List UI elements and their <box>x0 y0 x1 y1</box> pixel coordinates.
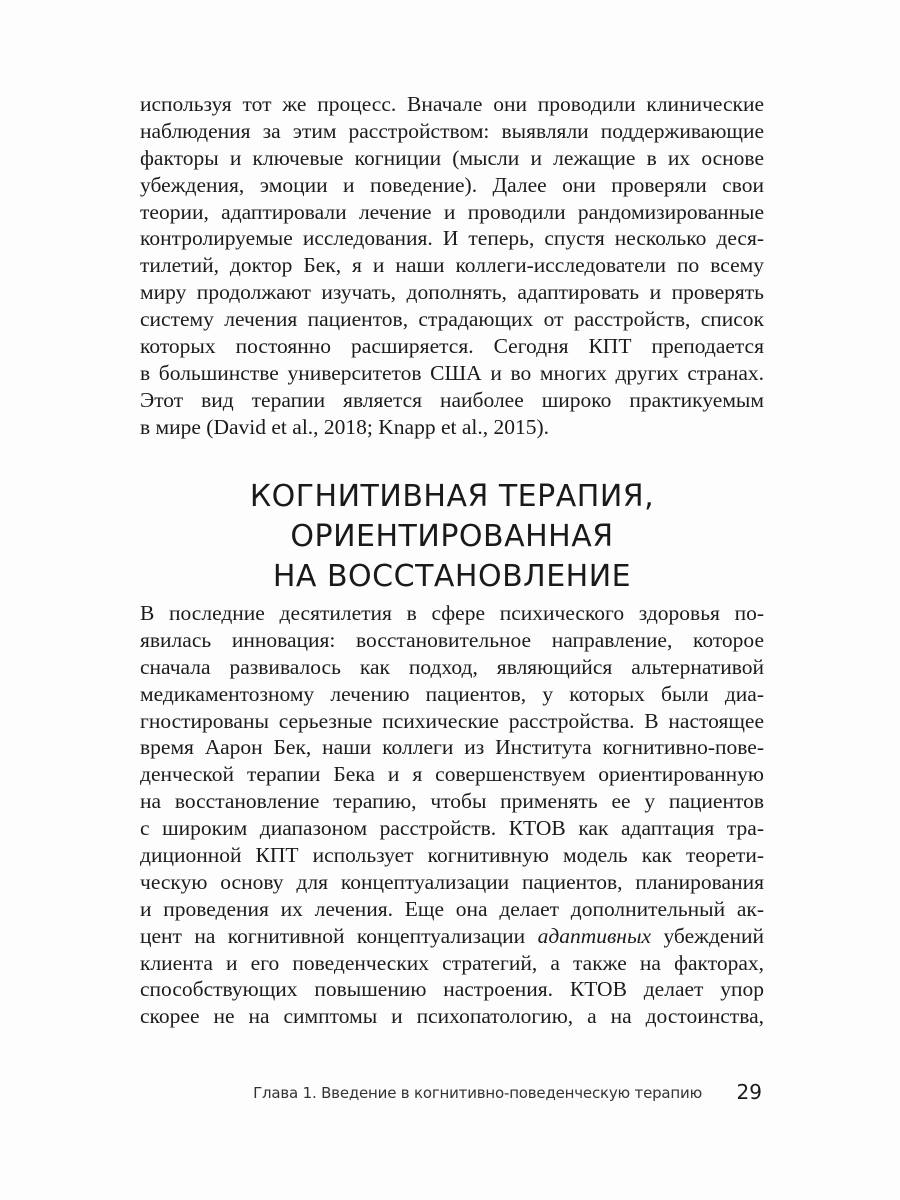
italic-term: адаптивных <box>537 923 652 948</box>
text-line: скорее не на симптомы и психопатологию, а на достоинства, <box>140 1004 764 1029</box>
text-line: наблюдения за этим расстройством: выявляли поддерживающие <box>140 118 764 143</box>
text-line: явилась инновация: восстановительное направление, которое <box>140 627 764 652</box>
text-line: контролируемые исследования. И теперь, спустя несколько деся- <box>140 226 764 251</box>
text-line: на восстановление терапию, чтобы применять ее у пациентов <box>140 789 764 814</box>
heading-line: НА ВОССТАНОВЛЕНИЕ <box>272 559 632 594</box>
text-line: в мире (David et al., 2018; Knapp et al., 2015). <box>140 414 550 439</box>
page-footer <box>140 1080 764 1110</box>
text-line: миру продолжают изучать, дополнять, адаптировать и проверять <box>140 280 764 305</box>
text-line: убеждения, эмоции и поведение). Далее они проверяли свои <box>140 172 764 197</box>
text-line-with-italic <box>140 923 764 950</box>
text-line: в большинстве университетов США и во многих других странах. <box>140 360 764 385</box>
text-line: тилетий, доктор Бек, я и наши коллеги-исследователи по всему <box>140 253 764 278</box>
text-line: которых постоянно расширяется. Сегодня КПТ преподается <box>140 334 764 359</box>
text-line: В последние десятилетия в сфере психического здоровья по- <box>140 601 764 625</box>
text-line: способствующих повышению настроения. КТОВ делает упор <box>140 977 764 1002</box>
text-line: Этот вид терапии является наиболее широко практикуемым <box>140 387 764 412</box>
text-line: медикаментозному лечению пациентов, у которых были диа- <box>140 681 764 706</box>
text-line: денческой терапии Бека и я совершенствуем ориентированную <box>140 762 764 787</box>
text-line: клиента и его поведенческих стратегий, а также на факторах, <box>140 950 764 975</box>
running-head: Глава 1. Введение в когнитивно-поведенческую терапию <box>253 1084 702 1102</box>
paragraph-continuation <box>140 91 764 441</box>
text-segment: цент на когнитивной концептуализации <box>140 923 538 948</box>
paragraph-recovery-therapy <box>140 600 764 1030</box>
text-line: используя тот же процесс. Вначале они проводили клинические <box>140 92 764 116</box>
text-line: систему лечения пациентов, страдающих от расстройств, список <box>140 307 764 332</box>
text-line: диционной КПТ использует когнитивную модель как теорети- <box>140 843 764 868</box>
page-number: 29 <box>736 1080 762 1104</box>
text-line: факторы и ключевые когниции (мысли и лежащие в их основе <box>140 145 764 170</box>
text-line: ческую основу для концептуализации пациентов, планирования <box>140 869 764 894</box>
text-line: гностированы серьезные психические расстройства. В настоящее <box>140 708 764 733</box>
heading-line: КОГНИТИВНАЯ ТЕРАПИЯ, <box>249 479 655 514</box>
text-line: время Аарон Бек, наши коллеги из Института когнитивно-пове- <box>140 735 764 760</box>
text-line: сначала развивалось как подход, являющийся альтернативой <box>140 654 764 679</box>
text-line: теории, адаптировали лечение и проводили рандомизированные <box>140 199 764 224</box>
text-line: и проведения их лечения. Еще она делает дополнительный ак- <box>140 896 764 921</box>
text-line: с широким диапазоном расстройств. КТОВ как адаптация тра- <box>140 816 764 841</box>
text-segment: убеждений <box>651 923 764 948</box>
heading-line: ОРИЕНТИРОВАННАЯ <box>290 519 614 554</box>
section-heading <box>140 477 764 597</box>
